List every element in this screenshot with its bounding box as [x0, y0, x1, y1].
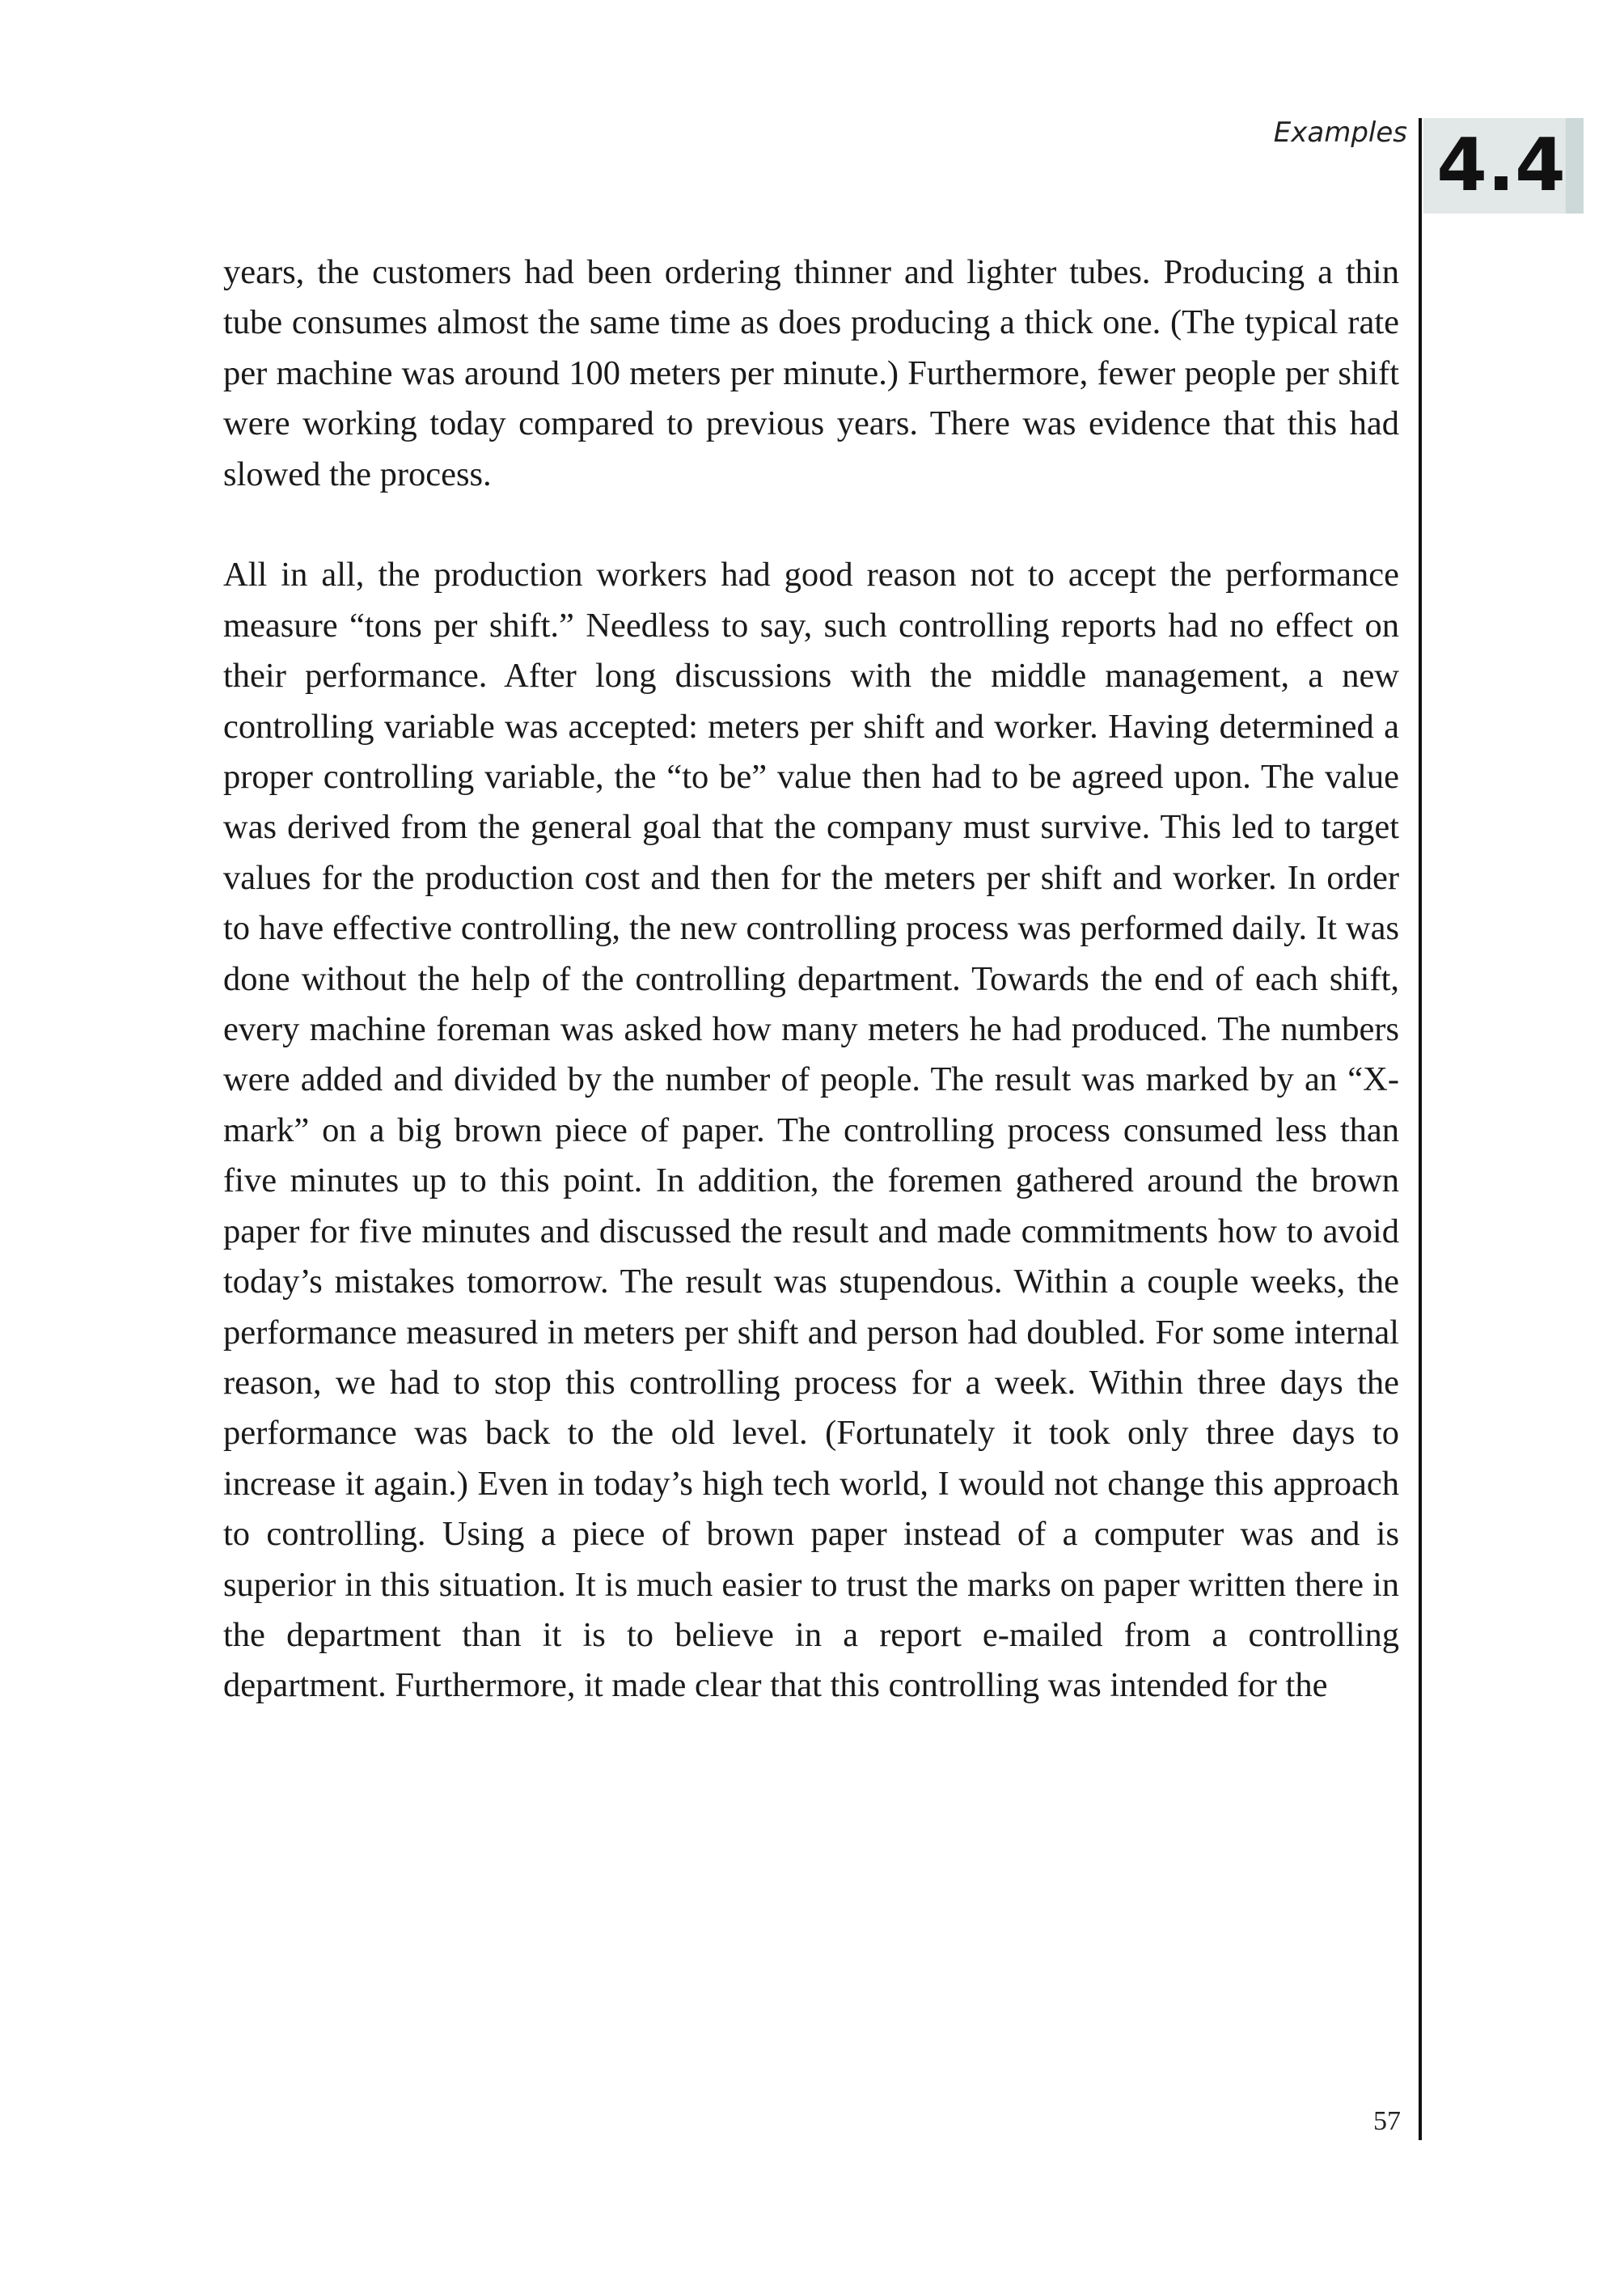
section-tab-edge [1566, 118, 1584, 214]
paragraph: All in all, the production workers had good reason not to accept the performance measure “tons per shift.” Needless to say, such controlling reports had no effect on their performance. After long discussions with the middle management, a new controlling variable was accepted: meters per shift and worker. Having determined a proper controlling variable, the “to be” value then had to be agreed upon. The value was derived from the general goal that the company must survive. This led to target values for the production cost and then for the meters per shift and worker. In order to have effective controlling, the new controlling process was performed daily. It was done without the help of the controlling department. Towards the end of each shift, every machine foreman was asked how many meters he had produced. The numbers were added and divided by the number of people. The result was marked by an “X-mark” on a big brown piece of paper. The controlling process consumed less than five minutes up to this point. In addition, the foremen gathered around the brown paper for five minutes and discussed the result and made commitments how to avoid today’s mistakes tomorrow. The result was stupendous. Within a couple weeks, the performance measured in meters per shift and person had doubled. For some internal reason, we had to stop this controlling process for a week. Within three days the performance was back to the old level. (Fortunately it took only three days to increase it again.) Even in today’s high tech world, I would not change this approach to controlling. Using a piece of brown paper instead of a computer was and is superior in this situation. It is much easier to trust the marks on paper written there in the department than it is to believe in a report e-mailed from a controlling department. Furthermore, it made clear that this controlling was intended for the [223, 556, 1399, 1705]
paragraph: years, the customers had been ordering thinner and lighter tubes. Producing a thin tube consumes almost the same time as does producing a thick one. (The typical rate per machine was around 100 meters per minute.) Furthermore, fewer people per shift were working today compared to previous years. There was evidence that this had slowed the process. [223, 253, 1399, 493]
section-number: 4.4 [1436, 123, 1566, 208]
running-head-title: Examples [1273, 116, 1407, 149]
page-number: 57 [1373, 2106, 1401, 2136]
margin-rule [1419, 118, 1422, 2140]
body-text [223, 247, 1399, 1711]
